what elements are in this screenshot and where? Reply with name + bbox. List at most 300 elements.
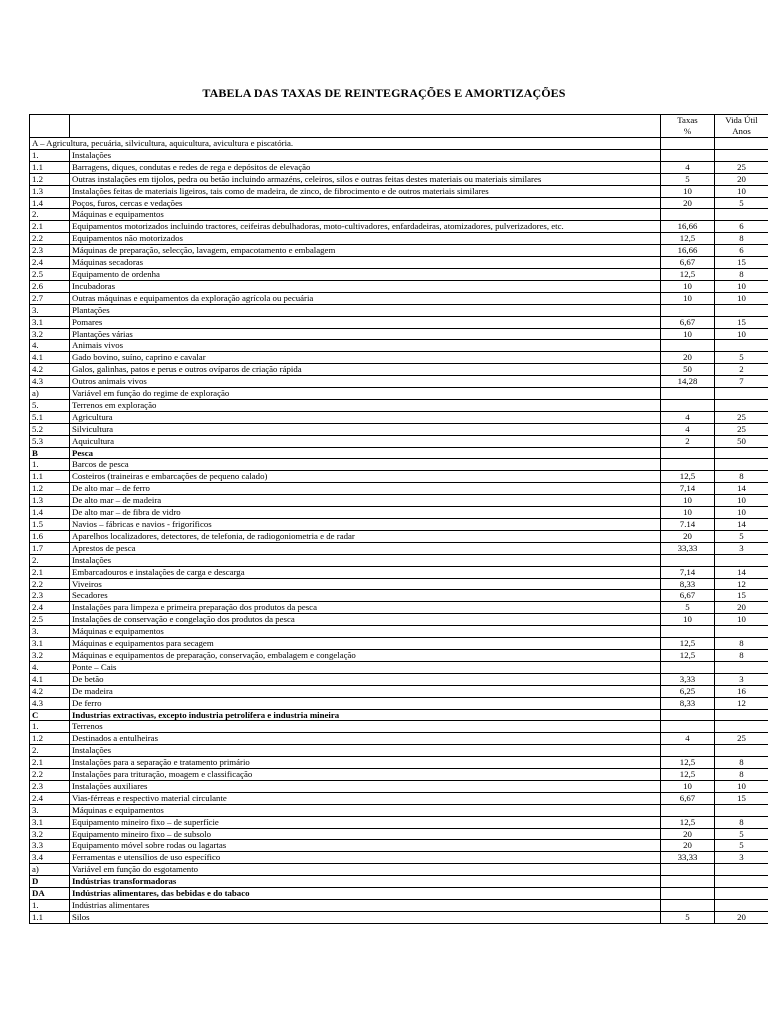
row-rate-cell: 20 — [661, 530, 715, 542]
row-life-cell: 5 — [715, 352, 768, 364]
row-description-cell: Equipamento móvel sobre rodas ou lagartas — [70, 840, 661, 852]
row-rate-cell: 10 — [661, 495, 715, 507]
row-life-cell: 15 — [715, 316, 768, 328]
row-life-cell: 3 — [715, 542, 768, 554]
row-life-cell: 8 — [715, 233, 768, 245]
table-row — [30, 257, 768, 269]
row-description-cell: Outras instalações em tijolos, pedra ou betão incluindo armazéns, celeiros, silos e outras feitas destes materiais ou materiais similares — [70, 173, 661, 185]
row-life-cell — [715, 209, 768, 221]
row-life-cell: 7 — [715, 376, 768, 388]
row-description-cell: Pomares — [70, 316, 661, 328]
row-rate-cell: 16,66 — [661, 245, 715, 257]
row-life-cell: 5 — [715, 530, 768, 542]
row-rate-cell: 12,5 — [661, 471, 715, 483]
row-rate-cell: 20 — [661, 352, 715, 364]
row-code-cell: 1.1 — [30, 161, 70, 173]
row-description-cell: Instalações para a separação e tratamento primário — [70, 757, 661, 769]
row-rate-cell — [661, 864, 715, 876]
row-life-cell — [715, 864, 768, 876]
table-row — [30, 519, 768, 531]
row-code-cell: 1.4 — [30, 197, 70, 209]
table-row — [30, 233, 768, 245]
row-description-cell: Equipamentos não motorizados — [70, 233, 661, 245]
row-rate-cell — [661, 721, 715, 733]
row-rate-cell: 8,33 — [661, 697, 715, 709]
row-code-cell: 2.3 — [30, 245, 70, 257]
row-description-cell: Outras máquinas e equipamentos da exploração agrícola ou pecuária — [70, 292, 661, 304]
table-body — [30, 138, 768, 924]
row-rate-cell: 10 — [661, 328, 715, 340]
table-row — [30, 435, 768, 447]
row-code-cell: 1.6 — [30, 530, 70, 542]
row-description-cell: Instalações para trituração, moagem e classificação — [70, 769, 661, 781]
table-row — [30, 328, 768, 340]
row-code-cell: a) — [30, 388, 70, 400]
row-rate-cell: 20 — [661, 840, 715, 852]
row-description-cell: Vias-férreas e respectivo material circulante — [70, 792, 661, 804]
row-rate-cell — [661, 804, 715, 816]
row-code-cell: 1. — [30, 900, 70, 912]
row-description-cell: Instalações para limpeza e primeira preparação dos produtos da pesca — [70, 602, 661, 614]
row-rate-cell: 12,5 — [661, 638, 715, 650]
row-code-cell: 3. — [30, 626, 70, 638]
row-rate-cell — [661, 900, 715, 912]
page-title: TABELA DAS TAXAS DE REINTEGRAÇÕES E AMORTIZAÇÕES — [202, 86, 566, 100]
row-rate-cell — [661, 304, 715, 316]
row-code-cell: 2.1 — [30, 566, 70, 578]
row-rate-cell: 20 — [661, 197, 715, 209]
row-rate-cell: 4 — [661, 423, 715, 435]
row-life-cell: 5 — [715, 828, 768, 840]
table-row — [30, 221, 768, 233]
row-description-cell: Instalações de conservação e congelação dos produtos da pesca — [70, 614, 661, 626]
row-code-cell: 3. — [30, 804, 70, 816]
row-rate-cell — [661, 209, 715, 221]
row-description-cell: Plantações várias — [70, 328, 661, 340]
row-rate-cell — [661, 459, 715, 471]
row-life-cell: 25 — [715, 411, 768, 423]
row-rate-cell: 6,67 — [661, 792, 715, 804]
table-row — [30, 423, 768, 435]
row-life-cell — [715, 876, 768, 888]
table-row — [30, 149, 768, 161]
row-life-cell — [715, 626, 768, 638]
row-code-cell: C — [30, 709, 70, 721]
row-rate-cell: 7,14 — [661, 483, 715, 495]
row-code-cell: 4.1 — [30, 352, 70, 364]
row-code-cell: D — [30, 876, 70, 888]
row-code-cell: 2.2 — [30, 233, 70, 245]
table-row — [30, 304, 768, 316]
row-rate-cell — [661, 447, 715, 459]
table-row — [30, 507, 768, 519]
table-row — [30, 566, 768, 578]
section-a-rate — [661, 138, 715, 150]
row-description-cell: Máquinas e equipamentos para secagem — [70, 638, 661, 650]
row-rate-cell: 6,67 — [661, 590, 715, 602]
row-life-cell — [715, 459, 768, 471]
row-rate-cell: 2 — [661, 435, 715, 447]
row-description-cell: Indústrias transformadoras — [70, 876, 661, 888]
row-life-cell — [715, 447, 768, 459]
row-code-cell: 2.4 — [30, 257, 70, 269]
row-rate-cell: 10 — [661, 780, 715, 792]
row-life-cell: 8 — [715, 268, 768, 280]
row-life-cell: 10 — [715, 780, 768, 792]
row-code-cell: 2.1 — [30, 221, 70, 233]
table-header-row — [30, 115, 768, 138]
row-rate-cell — [661, 554, 715, 566]
header-life-cell — [715, 115, 768, 138]
row-code-cell: 1. — [30, 459, 70, 471]
row-code-cell: 3.4 — [30, 852, 70, 864]
table-row — [30, 161, 768, 173]
row-life-cell: 12 — [715, 578, 768, 590]
table-row — [30, 649, 768, 661]
row-description-cell: De betão — [70, 673, 661, 685]
table-row — [30, 733, 768, 745]
row-code-cell: 3.2 — [30, 328, 70, 340]
table-row — [30, 804, 768, 816]
row-code-cell: 5.2 — [30, 423, 70, 435]
row-rate-cell: 7,14 — [661, 566, 715, 578]
row-rate-cell: 20 — [661, 828, 715, 840]
table-row — [30, 399, 768, 411]
row-description-cell: Outros animais vivos — [70, 376, 661, 388]
row-life-cell: 15 — [715, 792, 768, 804]
row-life-cell: 14 — [715, 519, 768, 531]
row-description-cell: Variável em função do regime de exploração — [70, 388, 661, 400]
row-rate-cell: 12,5 — [661, 649, 715, 661]
row-life-cell: 6 — [715, 245, 768, 257]
row-code-cell: 1.7 — [30, 542, 70, 554]
row-code-cell: 5.1 — [30, 411, 70, 423]
row-description-cell: Gado bovino, suíno, caprino e cavalar — [70, 352, 661, 364]
row-rate-cell: 14,28 — [661, 376, 715, 388]
row-description-cell: De alto mar – de fibra de vidro — [70, 507, 661, 519]
row-rate-cell — [661, 626, 715, 638]
table-row — [30, 185, 768, 197]
row-description-cell: Instalações auxiliares — [70, 780, 661, 792]
table-row — [30, 661, 768, 673]
row-rate-cell: 4 — [661, 733, 715, 745]
row-description-cell: Instalações — [70, 554, 661, 566]
table-row — [30, 483, 768, 495]
header-life-unit: Anos — [732, 126, 751, 136]
table-row — [30, 840, 768, 852]
header-description-cell — [70, 115, 661, 138]
row-description-cell: De ferro — [70, 697, 661, 709]
row-code-cell: 4.3 — [30, 697, 70, 709]
row-description-cell: Indústrias alimentares, das bebidas e do tabaco — [70, 888, 661, 900]
row-life-cell: 25 — [715, 733, 768, 745]
row-rate-cell: 12,5 — [661, 268, 715, 280]
table-row — [30, 447, 768, 459]
table-row — [30, 280, 768, 292]
depreciation-rates-table — [29, 114, 768, 924]
row-life-cell: 10 — [715, 292, 768, 304]
table-row — [30, 685, 768, 697]
row-code-cell: DA — [30, 888, 70, 900]
row-rate-cell: 12,5 — [661, 233, 715, 245]
row-description-cell: Variável em função do esgotamento — [70, 864, 661, 876]
row-code-cell: 2.7 — [30, 292, 70, 304]
row-code-cell: 2.5 — [30, 268, 70, 280]
row-code-cell: 1.3 — [30, 185, 70, 197]
row-rate-cell — [661, 388, 715, 400]
table-row — [30, 757, 768, 769]
table-row — [30, 352, 768, 364]
row-rate-cell: 10 — [661, 507, 715, 519]
row-description-cell: Galos, galinhas, patos e perus e outros ovíparos de criação rápida — [70, 364, 661, 376]
row-life-cell: 3 — [715, 852, 768, 864]
row-life-cell — [715, 304, 768, 316]
row-code-cell: 5. — [30, 399, 70, 411]
table-row — [30, 459, 768, 471]
row-life-cell: 16 — [715, 685, 768, 697]
row-life-cell — [715, 554, 768, 566]
row-code-cell: 2. — [30, 554, 70, 566]
row-rate-cell: 5 — [661, 911, 715, 923]
table-row — [30, 411, 768, 423]
row-rate-cell: 3,33 — [661, 673, 715, 685]
table-row — [30, 888, 768, 900]
row-description-cell: Animais vivos — [70, 340, 661, 352]
row-life-cell: 10 — [715, 328, 768, 340]
row-rate-cell: 12,5 — [661, 816, 715, 828]
table-row — [30, 876, 768, 888]
row-description-cell: Ferramentas e utensílios de uso específico — [70, 852, 661, 864]
row-description-cell: Instalações — [70, 149, 661, 161]
row-rate-cell: 10 — [661, 280, 715, 292]
row-rate-cell: 8,33 — [661, 578, 715, 590]
row-rate-cell: 10 — [661, 292, 715, 304]
row-code-cell: 2.4 — [30, 602, 70, 614]
table-row — [30, 578, 768, 590]
row-rate-cell: 50 — [661, 364, 715, 376]
row-code-cell: a) — [30, 864, 70, 876]
row-rate-cell — [661, 661, 715, 673]
row-life-cell: 25 — [715, 423, 768, 435]
row-rate-cell — [661, 709, 715, 721]
row-life-cell — [715, 804, 768, 816]
header-life-label: Vida Útil — [725, 115, 758, 125]
table-row — [30, 709, 768, 721]
row-life-cell: 10 — [715, 614, 768, 626]
row-rate-cell: 6,25 — [661, 685, 715, 697]
table-row — [30, 780, 768, 792]
row-life-cell — [715, 900, 768, 912]
row-description-cell: Navios – fábricas e navios - frigoríficos — [70, 519, 661, 531]
table-row — [30, 554, 768, 566]
row-rate-cell: 16,66 — [661, 221, 715, 233]
row-description-cell: Terrenos em exploração — [70, 399, 661, 411]
row-life-cell: 20 — [715, 602, 768, 614]
row-life-cell: 15 — [715, 257, 768, 269]
row-description-cell: Costeiros (traineiras e embarcações de pequeno calado) — [70, 471, 661, 483]
row-description-cell: De alto mar – de ferro — [70, 483, 661, 495]
table-row — [30, 340, 768, 352]
table-row — [30, 209, 768, 221]
row-rate-cell — [661, 399, 715, 411]
table-row — [30, 173, 768, 185]
row-life-cell: 8 — [715, 638, 768, 650]
row-rate-cell: 4 — [661, 411, 715, 423]
table-row — [30, 542, 768, 554]
row-description-cell: Secadores — [70, 590, 661, 602]
table-row — [30, 364, 768, 376]
row-description-cell: Barcos de pesca — [70, 459, 661, 471]
row-code-cell: 1.4 — [30, 507, 70, 519]
row-code-cell: 1.2 — [30, 173, 70, 185]
row-description-cell: Destinados a entulheiras — [70, 733, 661, 745]
row-code-cell: 1.2 — [30, 483, 70, 495]
row-code-cell: 3.1 — [30, 638, 70, 650]
header-rate-unit: % — [683, 126, 692, 136]
row-code-cell: 2.2 — [30, 769, 70, 781]
row-life-cell — [715, 745, 768, 757]
row-life-cell: 8 — [715, 769, 768, 781]
row-description-cell: Instalações — [70, 745, 661, 757]
table-row — [30, 602, 768, 614]
table-row — [30, 792, 768, 804]
row-description-cell: Máquinas de preparação, selecção, lavagem, empacotamento e embalagem — [70, 245, 661, 257]
row-code-cell: 1.2 — [30, 733, 70, 745]
row-code-cell: 4.2 — [30, 685, 70, 697]
row-life-cell: 3 — [715, 673, 768, 685]
row-rate-cell: 5 — [661, 173, 715, 185]
row-code-cell: 4.2 — [30, 364, 70, 376]
row-code-cell: 4. — [30, 340, 70, 352]
row-life-cell: 10 — [715, 495, 768, 507]
row-life-cell: 10 — [715, 507, 768, 519]
row-life-cell: 5 — [715, 197, 768, 209]
row-code-cell: 3.3 — [30, 840, 70, 852]
row-description-cell: Barragens, diques, condutas e redes de rega e depósitos de elevação — [70, 161, 661, 173]
row-description-cell: De madeira — [70, 685, 661, 697]
row-life-cell: 14 — [715, 483, 768, 495]
table-row — [30, 268, 768, 280]
row-life-cell: 12 — [715, 697, 768, 709]
row-code-cell: 2. — [30, 209, 70, 221]
section-a-title: A – Agricultura, pecuária, silvicultura, aquicultura, avicultura e piscatória. — [30, 138, 661, 150]
table-row — [30, 530, 768, 542]
table-row — [30, 911, 768, 923]
row-life-cell — [715, 149, 768, 161]
row-code-cell: 4. — [30, 661, 70, 673]
row-life-cell — [715, 399, 768, 411]
table-row — [30, 697, 768, 709]
row-description-cell: Ponte – Cais — [70, 661, 661, 673]
row-life-cell: 14 — [715, 566, 768, 578]
table-row — [30, 292, 768, 304]
row-rate-cell: 12,5 — [661, 757, 715, 769]
row-description-cell: Pesca — [70, 447, 661, 459]
table-row — [30, 376, 768, 388]
row-description-cell: Aparelhos localizadores, detectores, de telefonia, de radiogoniometria e de radar — [70, 530, 661, 542]
row-code-cell: 4.3 — [30, 376, 70, 388]
row-life-cell — [715, 340, 768, 352]
row-code-cell: 3.2 — [30, 649, 70, 661]
row-rate-cell — [661, 149, 715, 161]
row-description-cell: Máquinas secadoras — [70, 257, 661, 269]
row-description-cell: Terrenos — [70, 721, 661, 733]
row-life-cell: 5 — [715, 840, 768, 852]
row-description-cell: Aprestos de pesca — [70, 542, 661, 554]
row-life-cell: 10 — [715, 280, 768, 292]
row-code-cell: 2.2 — [30, 578, 70, 590]
row-life-cell: 2 — [715, 364, 768, 376]
row-description-cell: Equipamento de ordenha — [70, 268, 661, 280]
row-life-cell: 8 — [715, 649, 768, 661]
table-row — [30, 388, 768, 400]
row-code-cell: B — [30, 447, 70, 459]
row-description-cell: Incubadoras — [70, 280, 661, 292]
table-row — [30, 471, 768, 483]
row-code-cell: 2.6 — [30, 280, 70, 292]
header-code-cell — [30, 115, 70, 138]
row-rate-cell — [661, 745, 715, 757]
row-description-cell: Equipamento mineiro fixo – de superfície — [70, 816, 661, 828]
row-life-cell: 25 — [715, 161, 768, 173]
row-code-cell: 3.1 — [30, 816, 70, 828]
row-rate-cell: 5 — [661, 602, 715, 614]
row-life-cell: 50 — [715, 435, 768, 447]
row-rate-cell: 10 — [661, 614, 715, 626]
row-code-cell: 3. — [30, 304, 70, 316]
row-code-cell: 3.1 — [30, 316, 70, 328]
row-code-cell: 1.5 — [30, 519, 70, 531]
row-description-cell: Poços, furos, cercas e vedações — [70, 197, 661, 209]
row-code-cell: 1.1 — [30, 911, 70, 923]
row-description-cell: Máquinas e equipamentos — [70, 209, 661, 221]
row-description-cell: Equipamento mineiro fixo – de subsolo — [70, 828, 661, 840]
row-life-cell: 10 — [715, 185, 768, 197]
row-rate-cell: 12,5 — [661, 769, 715, 781]
row-life-cell: 20 — [715, 911, 768, 923]
row-description-cell: Silos — [70, 911, 661, 923]
table-row — [30, 900, 768, 912]
header-rate-label: Taxas — [677, 115, 698, 125]
row-life-cell — [715, 388, 768, 400]
row-rate-cell: 33,33 — [661, 852, 715, 864]
row-life-cell — [715, 661, 768, 673]
row-rate-cell: 6,67 — [661, 316, 715, 328]
row-code-cell: 2. — [30, 745, 70, 757]
row-rate-cell — [661, 888, 715, 900]
row-life-cell: 6 — [715, 221, 768, 233]
table-row — [30, 721, 768, 733]
table-row — [30, 828, 768, 840]
row-description-cell: Aquicultura — [70, 435, 661, 447]
table-row — [30, 590, 768, 602]
table-row — [30, 673, 768, 685]
row-code-cell: 2.1 — [30, 757, 70, 769]
row-code-cell: 5.3 — [30, 435, 70, 447]
row-code-cell: 2.3 — [30, 780, 70, 792]
row-rate-cell: 6,67 — [661, 257, 715, 269]
row-life-cell: 8 — [715, 816, 768, 828]
table-row — [30, 626, 768, 638]
row-life-cell — [715, 709, 768, 721]
row-description-cell: Máquinas e equipamentos de preparação, conservação, embalagem e congelação — [70, 649, 661, 661]
row-life-cell — [715, 888, 768, 900]
table-row — [30, 816, 768, 828]
table-row — [30, 745, 768, 757]
row-code-cell: 2.4 — [30, 792, 70, 804]
table-row — [30, 197, 768, 209]
row-description-cell: Industrias extractivas, excepto industria petrolífera e industria mineira — [70, 709, 661, 721]
